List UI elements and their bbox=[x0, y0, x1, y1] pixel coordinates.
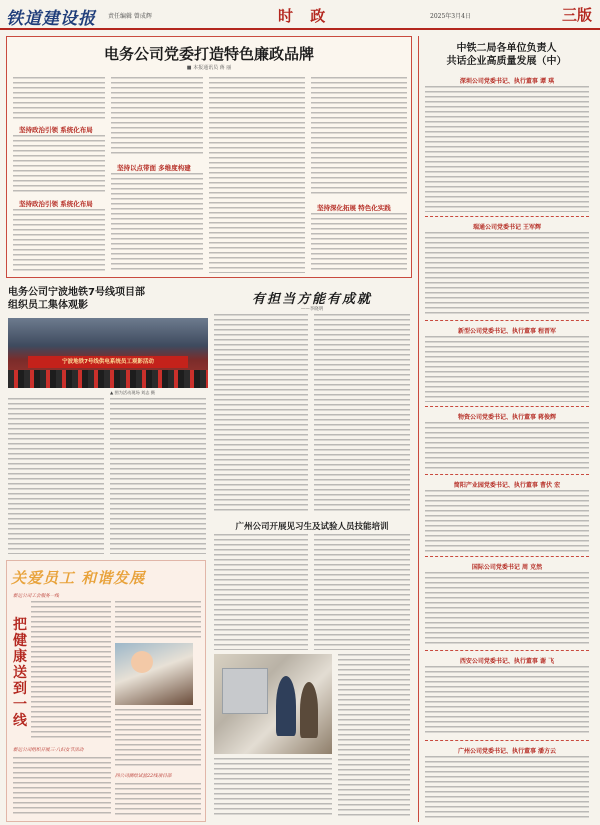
leader-heading: 新型公司党委书记、执行董事 程晋军 bbox=[457, 328, 557, 335]
training-equipment bbox=[222, 668, 268, 714]
text-column bbox=[110, 398, 206, 554]
divider bbox=[425, 320, 589, 321]
article-responsibility-title: 有担当方能有成就 bbox=[251, 292, 372, 307]
text-column bbox=[214, 758, 332, 818]
leader-heading: 广州公司党委书记、执行董事 潘方云 bbox=[457, 748, 557, 755]
text-column bbox=[214, 314, 308, 514]
divider bbox=[425, 556, 589, 557]
page-number: 三版 bbox=[561, 6, 592, 24]
feature-vertical-title: 把健康送到一线 bbox=[13, 617, 27, 729]
text-column bbox=[311, 77, 407, 197]
leader-text bbox=[425, 422, 589, 470]
feature-subtitle: 四公司测绘试验22线项目部 bbox=[115, 774, 172, 779]
photo-health-check bbox=[115, 643, 193, 705]
article-leaders-talk bbox=[418, 36, 594, 822]
text-column bbox=[209, 77, 305, 273]
person-figure bbox=[300, 682, 318, 738]
leader-text bbox=[425, 666, 589, 736]
text-column bbox=[338, 654, 410, 818]
article-byline: ——李晓明 bbox=[300, 307, 324, 312]
feature-banner: 关爱员工 和谐发展 bbox=[11, 569, 146, 587]
divider bbox=[425, 650, 589, 651]
text-column bbox=[111, 173, 203, 273]
subhead-3: 坚持深化拓展 特色化实践 bbox=[317, 204, 391, 212]
article-title: 中铁二局各单位负责人 共话企业高质量发展（中） bbox=[446, 43, 567, 67]
article-title: 电务公司党委打造特色廉政品牌 bbox=[103, 45, 314, 63]
text-column bbox=[31, 601, 111, 741]
leader-text bbox=[425, 336, 589, 402]
text-column bbox=[115, 601, 201, 639]
text-column bbox=[314, 314, 410, 514]
text-column bbox=[214, 534, 308, 650]
text-column bbox=[8, 398, 104, 554]
article-anti-corruption bbox=[6, 36, 412, 278]
feature-subtitle: 新运公司工会服务一线 bbox=[13, 594, 59, 599]
issue-date: 2025年3月4日 bbox=[430, 13, 471, 20]
subhead-2: 坚持以点带面 多维度构建 bbox=[117, 164, 191, 172]
divider bbox=[425, 740, 589, 741]
article-ningbo-title: 电务公司宁波地铁7号线项目部 组织员工集体观影 bbox=[8, 287, 145, 311]
photo-group-viewing bbox=[8, 318, 208, 388]
divider bbox=[425, 474, 589, 475]
text-column bbox=[311, 213, 407, 273]
leader-heading: 深圳公司党委书记、执行董事 谭 琪 bbox=[459, 78, 555, 85]
person-face bbox=[131, 651, 153, 673]
photo-training bbox=[214, 654, 332, 754]
photo-caption: ▲ 图为活动现场 刘志 摄 bbox=[110, 390, 155, 395]
article-training-title: 广州公司开展见习生及试验人员技能培训 bbox=[235, 522, 389, 532]
leader-text bbox=[425, 86, 589, 212]
subhead-1b: 坚持政治引领 系统化布局 bbox=[19, 200, 93, 208]
masthead bbox=[0, 0, 600, 30]
editor-credit: 责任编辑 曾成辉 bbox=[108, 13, 152, 20]
photo-crowd bbox=[8, 370, 208, 388]
feature-subtitle: 新运公司组织开展三·八妇女节活动 bbox=[13, 748, 84, 753]
leader-text bbox=[425, 490, 589, 552]
text-column bbox=[13, 77, 105, 119]
leader-heading: 物资公司党委书记、执行董事 蒋俊辉 bbox=[457, 414, 557, 421]
article-byline: ■ 本报通讯员 蒋 丽 bbox=[186, 65, 232, 71]
section-title: 时 政 bbox=[278, 7, 332, 25]
divider bbox=[425, 406, 589, 407]
leader-text bbox=[425, 756, 589, 818]
newspaper-logo: 铁道建设报 bbox=[6, 9, 96, 29]
text-column bbox=[115, 709, 201, 769]
leader-text bbox=[425, 572, 589, 646]
divider bbox=[425, 216, 589, 217]
leader-heading: 简阳产业园党委书记、执行董事 曹伏 宏 bbox=[453, 482, 561, 489]
text-column bbox=[115, 783, 201, 817]
text-column bbox=[111, 77, 203, 157]
article-care-box bbox=[6, 560, 206, 822]
person-figure bbox=[276, 676, 296, 736]
text-column bbox=[13, 209, 105, 273]
text-column bbox=[314, 534, 410, 650]
text-column bbox=[13, 135, 105, 195]
leader-text bbox=[425, 232, 589, 316]
leader-heading: 瑞通公司党委书记 王军辉 bbox=[472, 224, 542, 231]
leader-heading: 国际公司党委书记 周 克然 bbox=[471, 564, 543, 571]
subhead-1: 坚持政治引领 系统化布局 bbox=[19, 126, 93, 134]
leader-heading: 西安公司党委书记、执行董事 谢 飞 bbox=[459, 658, 555, 665]
text-column bbox=[13, 757, 111, 817]
photo-banner: 宁波地铁7号线供电系统员工观影活动 bbox=[28, 356, 188, 368]
